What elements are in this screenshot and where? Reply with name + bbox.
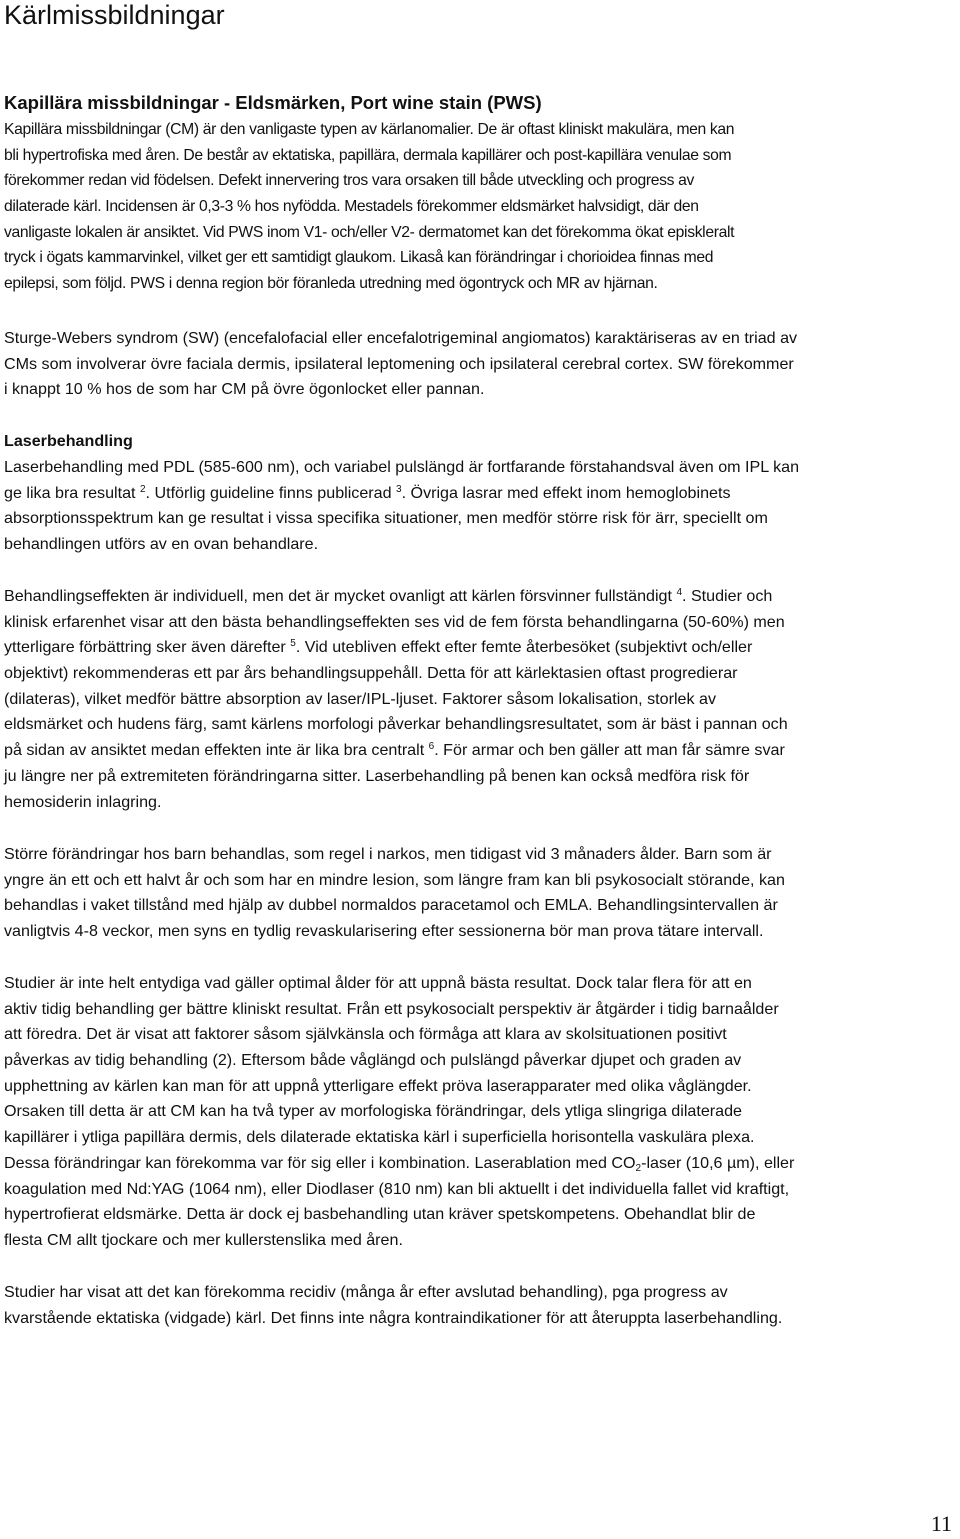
text-line: hemosiderin inlagring. — [4, 792, 162, 811]
text-line: dilaterade kärl. Incidensen är 0,3-3 % hos nyfödda. Mestadels förekommer eldsmärket halvsidigt, där den — [4, 198, 699, 216]
text-line — [4, 738, 956, 764]
reference-marker: 6 — [428, 741, 435, 753]
text-line: hypertrofierat eldsmärke. Detta är dock ej basbehandling utan kräver spetskompetens. Obehandlat blir de — [4, 1205, 756, 1224]
text-line: Studier är inte helt entydiga vad gäller optimal ålder för att uppnå bästa resultat. Dock talar flera för att en — [4, 974, 752, 992]
text-line: absorptionsspektrum kan ge resultat i vissa specifika situationer, men medför större risk för ärr, speciellt om — [4, 509, 768, 528]
text-line: vanligtvis 4-8 veckor, men syns en tydlig revaskularisering efter sessionerna bör man prova tätare intervall. — [4, 922, 764, 941]
subscript-marker: 2 — [635, 1162, 642, 1174]
paragraph-laser-intro — [4, 455, 956, 558]
text-line — [4, 1151, 956, 1177]
text-line: behandlas i vaket tillstånd med hjälp av dubbel normaldos paracetamol och EMLA. Behandlingsintervallen är — [4, 896, 778, 915]
text-line: upphettning av kärlen kan man för att uppnå ytterligare effekt pröva laserapparater med olika våglängder. — [4, 1076, 752, 1095]
text-fragment: ytterligare förbättring sker även därefter — [4, 638, 291, 657]
text-line: kvarstående ektatiska (vidgade) kärl. Det finns inte några kontraindikationer för att återuppta laserbehandling. — [4, 1308, 783, 1327]
text-line: klinisk erfarenhet visar att den bästa behandlingseffekten ses vid de fem första behandlingarna (50-60%) men — [4, 612, 785, 631]
text-line: yngre än ett och ett halvt år och som har en mindre lesion, som längre fram kan bli psykosocialt störande, kan — [4, 870, 785, 889]
text-line: ju längre ner på extremiteten förändringarna sitter. Laserbehandling på benen kan också medföra risk för — [4, 766, 750, 785]
text-line: (dilateras), vilket medför bättre absorption av laser/IPL-ljuset. Faktorer såsom lokalisation, storlek av — [4, 689, 716, 708]
text-line: tryck i ögats kammarvinkel, vilket ger ett samtidigt glaukom. Likaså kan förändringar i chorioidea finnas med — [4, 249, 714, 267]
text-line: att föredra. Det är visat att faktorer såsom självkänsla och förmåga att klara av skolsituationen positivt — [4, 1025, 727, 1044]
text-fragment: . Utförlig guideline finns publicerad — [145, 483, 397, 502]
paragraph-recurrence — [4, 1280, 956, 1331]
text-fragment: . För armar och ben gäller att man får sämre svar — [434, 741, 785, 760]
reference-marker: 2 — [139, 483, 146, 495]
page-title: Kärlmissbildningar — [4, 0, 225, 30]
text-fragment: . Övriga lasrar med effekt inom hemoglobinets — [401, 483, 731, 502]
paragraph-treatment-effect — [4, 584, 956, 815]
text-line: eldsmärket och hudens färg, samt kärlens morfologi påverkar behandlingsresultatet, som är bäst i pannan och — [4, 715, 788, 734]
text-line: Laserbehandling med PDL (585-600 nm), och variabel pulslängd är fortfarande förstahandsval även om IPL kan — [4, 458, 800, 476]
paragraph-pws-intro — [4, 117, 956, 297]
text-line: kapillärer i ytliga papillära dermis, dels dilaterade ektatiska kärl i superficiella horisontella vaskulära plexa. — [4, 1128, 755, 1147]
text-fragment: Behandlingseffekten är individuell, men det är mycket ovanligt att kärlen försvinner fullständigt — [4, 587, 677, 605]
reference-marker: 5 — [290, 638, 296, 650]
text-line: Orsaken till detta är att CM kan ha två typer av morfologiska förändringar, dels ytliga slingriga dilaterade — [4, 1102, 742, 1121]
reference-marker: 4 — [676, 587, 682, 598]
section-heading-laser: Laserbehandling — [4, 432, 133, 450]
text-line: objektivt) rekommenderas ett par års behandlingsuppehåll. Detta för att kärlektasien oftast progredierar — [4, 664, 738, 683]
text-line: Större förändringar hos barn behandlas, som regel i narkos, men tidigast vid 3 månaders ålder. Barn som är — [4, 845, 772, 863]
paragraph-children-treatment — [4, 842, 956, 945]
text-line: flesta CM allt tjockare och mer kullerstenslika med åren. — [4, 1230, 403, 1249]
paragraph-sturge-weber — [4, 326, 956, 403]
text-line: aktiv tidig behandling ger bättre kliniskt resultat. Från ett psykosocialt perspektiv är åtgärder i tidig barnaålder — [4, 999, 779, 1018]
text-line — [4, 635, 956, 661]
text-fragment: ge lika bra resultat — [4, 483, 140, 502]
text-line: koagulation med Nd:YAG (1064 nm), eller Diodlaser (810 nm) kan bli aktuellt i det individuella fallet vid kraftigt, — [4, 1179, 790, 1198]
text-line: påverkas av tidig behandling (2). Eftersom både våglängd och pulslängd påverkar djupet och graden av — [4, 1051, 742, 1070]
section-heading-pws: Kapillära missbildningar - Eldsmärken, Port wine stain (PWS) — [4, 92, 542, 113]
text-fragment: . Studier och — [682, 587, 773, 605]
text-line: Studier har visat att det kan förekomma recidiv (många år efter avslutad behandling), pga progress av — [4, 1283, 728, 1301]
text-line: i knappt 10 % hos de som har CM på övre ögonlocket eller pannan. — [4, 380, 485, 399]
paragraph-optimal-age — [4, 971, 956, 1254]
text-fragment: -laser (10,6 µm), eller — [641, 1153, 795, 1172]
page-number: 11 — [930, 1511, 952, 1536]
text-line — [4, 481, 956, 507]
text-fragment: på sidan av ansiktet medan effekten inte är lika bra centralt — [4, 741, 429, 760]
text-fragment: . Vid utebliven effekt efter femte återbesöket (subjektivt och/eller — [295, 638, 753, 657]
text-line: vanligaste lokalen är ansiktet. Vid PWS inom V1- och/eller V2- dermatomet kan det förekomma ökat episkleralt — [4, 223, 735, 241]
text-fragment: Dessa förändringar kan förekomma var för sig eller i kombination. Laserablation med CO — [4, 1153, 636, 1172]
reference-marker: 3 — [396, 483, 402, 495]
text-line: Kapillära missbildningar (CM) är den vanligaste typen av kärlanomalier. De är oftast kliniskt makulära, men kan — [4, 121, 735, 138]
text-line — [4, 584, 956, 610]
text-line: CMs som involverar övre faciala dermis, ipsilateral leptomening och ipsilateral cerebral cortex. SW förekommer — [4, 354, 794, 373]
text-line: behandlingen utförs av en ovan behandlare. — [4, 535, 319, 554]
text-line: Sturge-Webers syndrom (SW) (encefalofacial eller encefalotrigeminal angiomatos) karaktäriseras av en triad av — [4, 329, 798, 347]
text-line: epilepsi, som följd. PWS i denna region bör föranleda utredning med ögontryck och MR av hjärnan. — [4, 275, 658, 293]
text-line: bli hypertrofiska med åren. De består av ektatiska, papillära, dermala kapillärer och post-kapillära venulae som — [4, 146, 732, 164]
text-line: förekommer redan vid födelsen. Defekt innervering tros vara orsaken till både utveckling och progress av — [4, 172, 694, 190]
